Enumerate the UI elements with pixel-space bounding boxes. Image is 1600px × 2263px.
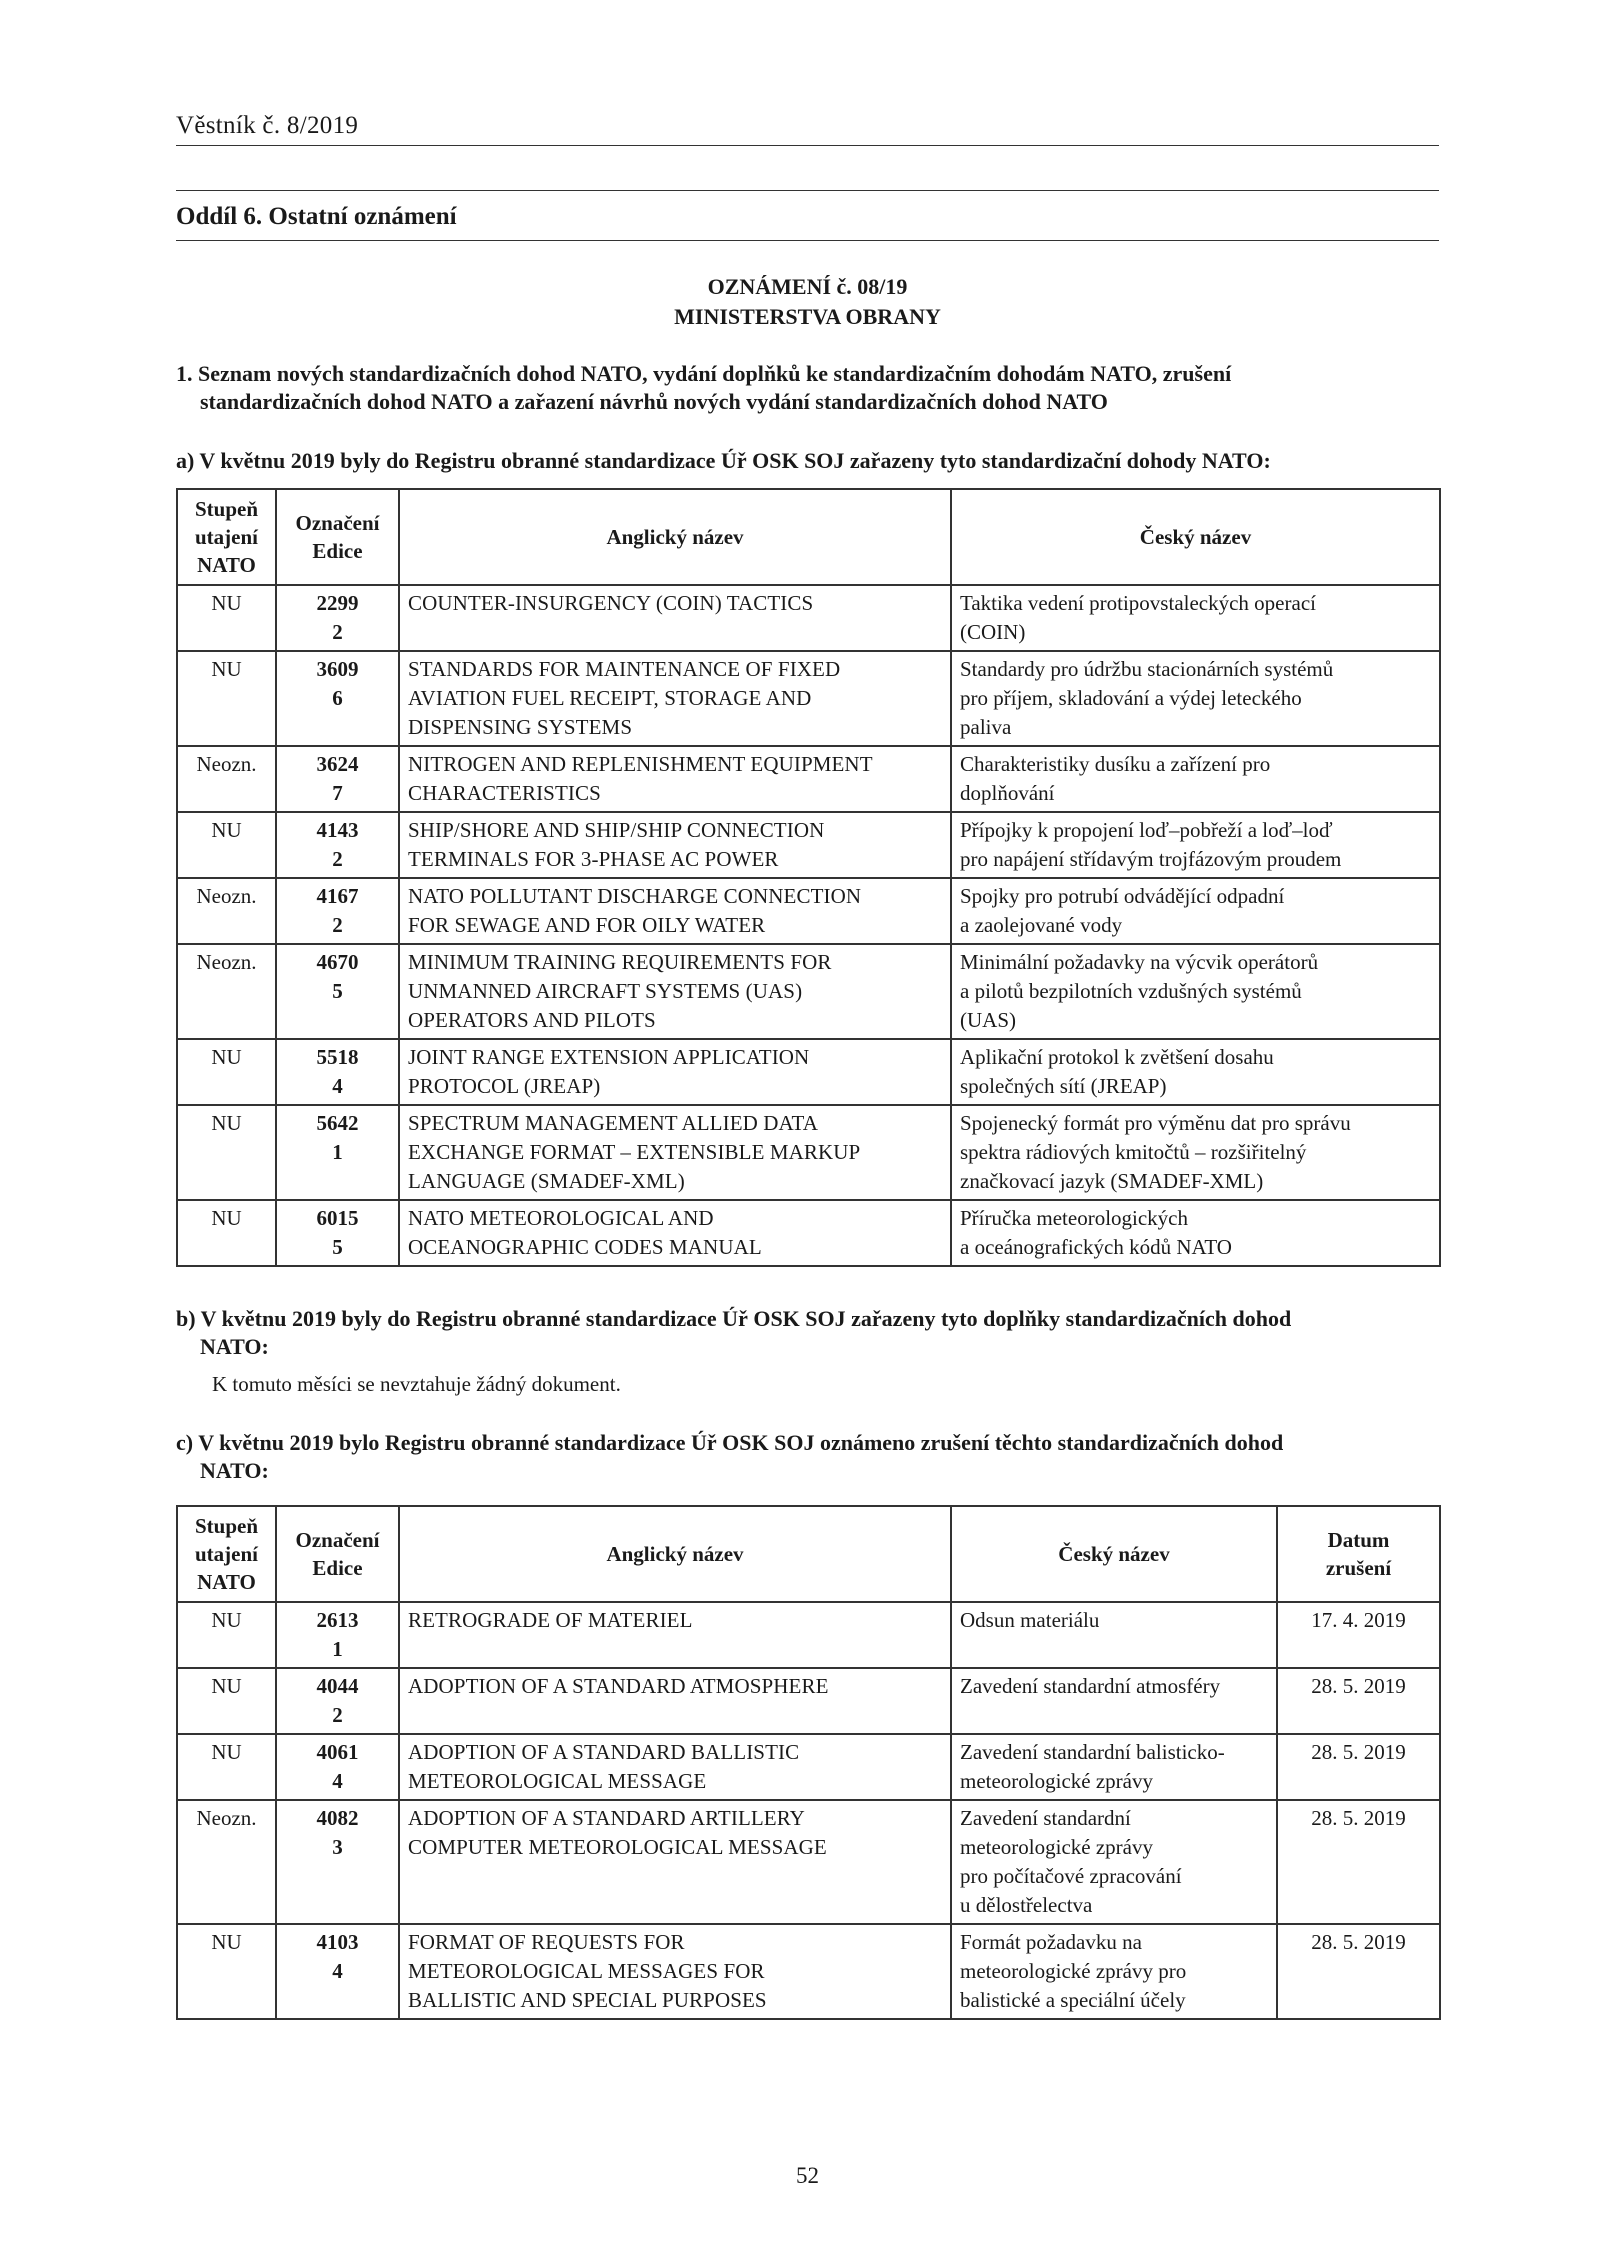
classification-cell: NU xyxy=(177,1924,276,2019)
english-title-cell: ADOPTION OF A STANDARD ARTILLERY COMPUTER METEOROLOGICAL MESSAGE xyxy=(399,1800,951,1924)
classification-cell: NU xyxy=(177,651,276,746)
english-title-cell: JOINT RANGE EXTENSION APPLICATION PROTOCOL (JREAP) xyxy=(399,1039,951,1105)
column-header-cancellation-date: Datum zrušení xyxy=(1277,1506,1440,1602)
section-rule-top xyxy=(176,190,1439,191)
designation-cell xyxy=(276,585,399,651)
table-row xyxy=(177,1602,1440,1668)
czech-title-cell: Charakteristiky dusíku a zařízení pro doplňování xyxy=(951,746,1440,812)
classification-cell: Neozn. xyxy=(177,746,276,812)
designation-cell xyxy=(276,746,399,812)
column-header-classification: Stupeň utajení NATO xyxy=(177,1506,276,1602)
section-rule-bottom xyxy=(176,240,1439,241)
czech-title-cell: Přípojky k propojení loď–pobřeží a loď–loď pro napájení střídavým trojfázovým proudem xyxy=(951,812,1440,878)
stanag-number: 5642 xyxy=(316,1111,359,1135)
stanag-number: 2299 xyxy=(316,591,359,615)
table-row xyxy=(177,746,1440,812)
section-b-line-2: NATO: xyxy=(200,1334,269,1359)
designation-cell xyxy=(276,1200,399,1266)
item-1-heading xyxy=(176,360,1439,416)
classification-cell: NU xyxy=(177,1668,276,1734)
running-header: Věstník č. 8/2019 xyxy=(176,112,359,139)
stanag-number: 4082 xyxy=(316,1806,359,1830)
column-header-english: Anglický název xyxy=(399,489,951,585)
english-title-cell: SHIP/SHORE AND SHIP/SHIP CONNECTION TERMINALS FOR 3-PHASE AC POWER xyxy=(399,812,951,878)
table-row xyxy=(177,1924,1440,2019)
designation-cell xyxy=(276,1924,399,2019)
classification-cell: NU xyxy=(177,1602,276,1668)
table-row xyxy=(177,944,1440,1039)
page-number: 52 xyxy=(796,2163,819,2188)
english-title-cell: RETROGRADE OF MATERIEL xyxy=(399,1602,951,1668)
cancellation-date-cell: 17. 4. 2019 xyxy=(1277,1602,1440,1668)
classification-cell: NU xyxy=(177,1039,276,1105)
czech-title-cell: Minimální požadavky na výcvik operátorů a pilotů bezpilotních vzdušných systémů (UAS) xyxy=(951,944,1440,1039)
czech-title-cell: Zavedení standardní atmosféry xyxy=(951,1668,1277,1734)
column-header-designation: Označení Edice xyxy=(276,489,399,585)
edition-number: 4 xyxy=(332,1074,343,1098)
new-stanag-table xyxy=(176,488,1441,1267)
table-row xyxy=(177,1734,1440,1800)
classification-cell: NU xyxy=(177,812,276,878)
table-header-row xyxy=(177,489,1440,585)
item-1-line-2: standardizačních dohod NATO a zařazení návrhů nových vydání standardizačních dohod NATO xyxy=(200,389,1108,414)
english-title-cell: MINIMUM TRAINING REQUIREMENTS FOR UNMANNED AIRCRAFT SYSTEMS (UAS) OPERATORS AND PILOTS xyxy=(399,944,951,1039)
classification-cell: NU xyxy=(177,1200,276,1266)
classification-cell: Neozn. xyxy=(177,1800,276,1924)
english-title-cell: SPECTRUM MANAGEMENT ALLIED DATA EXCHANGE FORMAT – EXTENSIBLE MARKUP LANGUAGE (SMADEF-XML) xyxy=(399,1105,951,1200)
english-title-cell: COUNTER-INSURGENCY (COIN) TACTICS xyxy=(399,585,951,651)
cancelled-stanag-table xyxy=(176,1505,1441,2020)
stanag-number: 4670 xyxy=(316,950,359,974)
column-header-czech: Český název xyxy=(951,489,1440,585)
section-c-line-1: c) V květnu 2019 bylo Registru obranné standardizace Úř OSK SOJ oznámeno zrušení těchto standardizačních dohod xyxy=(176,1430,1284,1455)
stanag-number: 4061 xyxy=(316,1740,359,1764)
designation-cell xyxy=(276,1734,399,1800)
section-c-heading xyxy=(176,1429,1439,1485)
czech-title-cell: Zavedení standardní balisticko- meteorologické zprávy xyxy=(951,1734,1277,1800)
classification-cell: Neozn. xyxy=(177,878,276,944)
table-row xyxy=(177,878,1440,944)
classification-cell: NU xyxy=(177,585,276,651)
classification-cell: NU xyxy=(177,1734,276,1800)
czech-title-cell: Aplikační protokol k zvětšení dosahu společných sítí (JREAP) xyxy=(951,1039,1440,1105)
edition-number: 3 xyxy=(332,1835,343,1859)
table-row xyxy=(177,1105,1440,1200)
edition-number: 1 xyxy=(332,1637,343,1661)
section-b-line-1: b) V květnu 2019 byly do Registru obranné standardizace Úř OSK SOJ zařazeny tyto doplňky standardizačních dohod xyxy=(176,1306,1292,1331)
stanag-number: 5518 xyxy=(316,1045,359,1069)
designation-cell xyxy=(276,944,399,1039)
designation-cell xyxy=(276,1800,399,1924)
edition-number: 5 xyxy=(332,979,343,1003)
stanag-number: 4143 xyxy=(316,818,359,842)
item-1-line-1: 1. Seznam nových standardizačních dohod NATO, vydání doplňků ke standardizačním dohodám NATO, zrušení xyxy=(176,361,1232,386)
cancellation-date-cell: 28. 5. 2019 xyxy=(1277,1924,1440,2019)
table-row xyxy=(177,1800,1440,1924)
section-a-heading: a) V květnu 2019 byly do Registru obranné standardizace Úř OSK SOJ zařazeny tyto standardizační dohody NATO: xyxy=(176,448,1271,473)
edition-number: 2 xyxy=(332,1703,343,1727)
notice-title-number: OZNÁMENÍ č. 08/19 xyxy=(707,274,908,299)
classification-cell: Neozn. xyxy=(177,944,276,1039)
czech-title-cell: Spojenecký formát pro výměnu dat pro správu spektra rádiových kmitočtů – rozšiřitelný značkovací jazyk (SMADEF-XML) xyxy=(951,1105,1440,1200)
section-c-line-2: NATO: xyxy=(200,1458,269,1483)
edition-number: 4 xyxy=(332,1959,343,1983)
designation-cell xyxy=(276,812,399,878)
edition-number: 5 xyxy=(332,1235,343,1259)
czech-title-cell: Příručka meteorologických a oceánografických kódů NATO xyxy=(951,1200,1440,1266)
czech-title-cell: Taktika vedení protipovstaleckých operací (COIN) xyxy=(951,585,1440,651)
english-title-cell: ADOPTION OF A STANDARD ATMOSPHERE xyxy=(399,1668,951,1734)
column-header-designation: Označení Edice xyxy=(276,1506,399,1602)
stanag-number: 4103 xyxy=(316,1930,359,1954)
cancellation-date-cell: 28. 5. 2019 xyxy=(1277,1800,1440,1924)
stanag-number: 4044 xyxy=(316,1674,359,1698)
czech-title-cell: Formát požadavku na meteorologické zprávy pro balistické a speciální účely xyxy=(951,1924,1277,2019)
table-row xyxy=(177,1668,1440,1734)
english-title-cell: NITROGEN AND REPLENISHMENT EQUIPMENT CHARACTERISTICS xyxy=(399,746,951,812)
table-row xyxy=(177,1039,1440,1105)
czech-title-cell: Standardy pro údržbu stacionárních systémů pro příjem, skladování a výdej leteckého paliva xyxy=(951,651,1440,746)
edition-number: 4 xyxy=(332,1769,343,1793)
edition-number: 7 xyxy=(332,781,343,805)
notice-title xyxy=(176,272,1439,332)
edition-number: 2 xyxy=(332,620,343,644)
table-row xyxy=(177,585,1440,651)
english-title-cell: ADOPTION OF A STANDARD BALLISTIC METEOROLOGICAL MESSAGE xyxy=(399,1734,951,1800)
designation-cell xyxy=(276,1668,399,1734)
stanag-number: 2613 xyxy=(316,1608,359,1632)
designation-cell xyxy=(276,878,399,944)
edition-number: 6 xyxy=(332,686,343,710)
designation-cell xyxy=(276,651,399,746)
table-row xyxy=(177,651,1440,746)
designation-cell xyxy=(276,1039,399,1105)
english-title-cell: FORMAT OF REQUESTS FOR METEOROLOGICAL MESSAGES FOR BALLISTIC AND SPECIAL PURPOSES xyxy=(399,1924,951,2019)
column-header-classification: Stupeň utajení NATO xyxy=(177,489,276,585)
czech-title-cell: Zavedení standardní meteorologické zprávy pro počítačové zpracování u dělostřelectva xyxy=(951,1800,1277,1924)
section-b-heading xyxy=(176,1305,1439,1361)
classification-cell: NU xyxy=(177,1105,276,1200)
stanag-number: 6015 xyxy=(316,1206,359,1230)
section-title: Oddíl 6. Ostatní oznámení xyxy=(176,203,457,230)
edition-number: 1 xyxy=(332,1140,343,1164)
section-b-note: K tomuto měsíci se nevztahuje žádný dokument. xyxy=(212,1372,621,1396)
stanag-number: 3609 xyxy=(316,657,359,681)
czech-title-cell: Odsun materiálu xyxy=(951,1602,1277,1668)
stanag-number: 4167 xyxy=(316,884,359,908)
english-title-cell: STANDARDS FOR MAINTENANCE OF FIXED AVIATION FUEL RECEIPT, STORAGE AND DISPENSING SYSTEMS xyxy=(399,651,951,746)
edition-number: 2 xyxy=(332,847,343,871)
english-title-cell: NATO POLLUTANT DISCHARGE CONNECTION FOR SEWAGE AND FOR OILY WATER xyxy=(399,878,951,944)
column-header-czech: Český název xyxy=(951,1506,1277,1602)
notice-title-ministry: MINISTERSTVA OBRANY xyxy=(674,304,941,329)
designation-cell xyxy=(276,1105,399,1200)
edition-number: 2 xyxy=(332,913,343,937)
english-title-cell: NATO METEOROLOGICAL AND OCEANOGRAPHIC CODES MANUAL xyxy=(399,1200,951,1266)
stanag-number: 3624 xyxy=(316,752,359,776)
table-header-row xyxy=(177,1506,1440,1602)
cancellation-date-cell: 28. 5. 2019 xyxy=(1277,1734,1440,1800)
column-header-english: Anglický název xyxy=(399,1506,951,1602)
table-row xyxy=(177,812,1440,878)
table-row xyxy=(177,1200,1440,1266)
czech-title-cell: Spojky pro potrubí odvádějící odpadní a zaolejované vody xyxy=(951,878,1440,944)
header-rule xyxy=(176,145,1439,146)
designation-cell xyxy=(276,1602,399,1668)
cancellation-date-cell: 28. 5. 2019 xyxy=(1277,1668,1440,1734)
